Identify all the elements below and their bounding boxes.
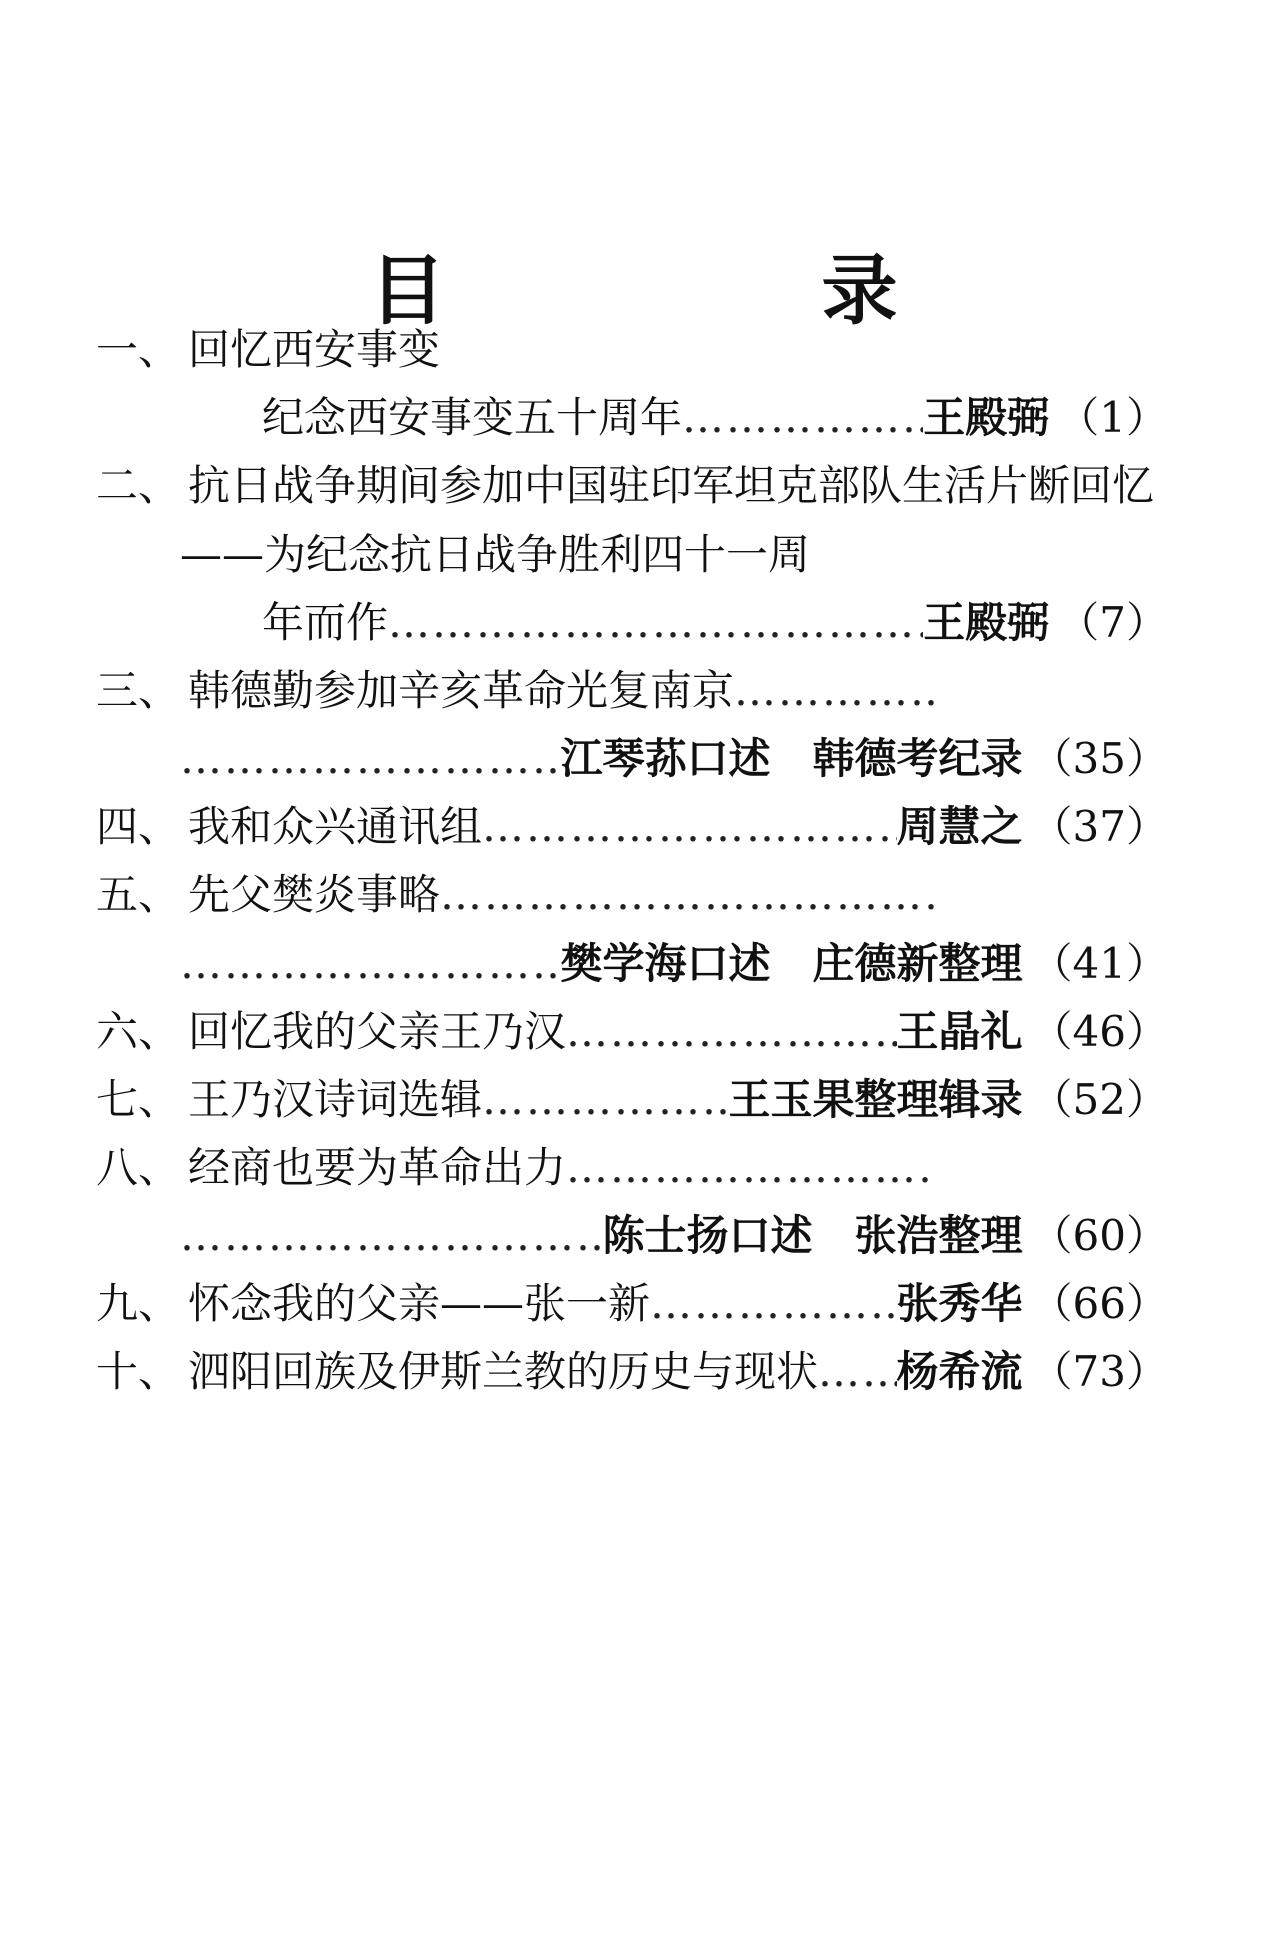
dot-leader — [440, 865, 936, 925]
entry-author: 江琴荪口述 韩德考纪录 — [560, 734, 1023, 783]
entry-title: 王乃汉诗词选辑 — [188, 1075, 483, 1124]
entry-author: 王玉果整理辑录 — [728, 1075, 1023, 1124]
dot-leader — [682, 388, 923, 448]
entry-number: 七、 — [96, 1075, 181, 1124]
entry-title: 先父樊炎事略 — [188, 870, 441, 919]
entry-subtitle: ——为纪念抗日战争胜利四十一周 — [180, 530, 811, 579]
entry-author: 周慧之 — [896, 802, 1023, 851]
entry-author: 王殿弼 — [923, 393, 1050, 442]
entry-title: 我和众兴通讯组 — [188, 802, 483, 851]
entry-page: （41） — [1030, 939, 1168, 988]
toc-entry — [96, 1070, 1168, 1130]
entry-page: （35） — [1030, 734, 1168, 783]
entry-number: 八、 — [96, 1143, 181, 1192]
entry-author: 张秀华 — [896, 1279, 1023, 1328]
dot-leader — [734, 661, 936, 721]
toc-subentry — [180, 729, 1168, 789]
entry-page: （7） — [1057, 598, 1168, 647]
entry-number: 一、 — [96, 325, 181, 374]
entry-page: （46） — [1030, 1007, 1168, 1056]
entry-title: 经商也要为革命出力 — [188, 1143, 567, 1192]
entry-title: 回忆西安事变 — [188, 325, 441, 374]
toc-subentry — [180, 1206, 1168, 1266]
entry-author: 樊学海口述 庄德新整理 — [560, 939, 1023, 988]
entry-number: 六、 — [96, 1007, 181, 1056]
dot-leader — [566, 1002, 897, 1062]
dot-leader — [482, 1070, 729, 1130]
entry-number: 三、 — [96, 666, 181, 715]
entry-author: 杨希流 — [896, 1347, 1023, 1396]
toc-entry — [96, 797, 1168, 857]
toc-subentry — [180, 934, 1168, 994]
dot-leader — [180, 1206, 603, 1266]
toc-entry — [96, 320, 1168, 380]
entry-page: （1） — [1057, 393, 1168, 442]
toc-subentry — [262, 593, 1168, 653]
toc-entry — [96, 1138, 936, 1198]
entry-subtitle: 纪念西安事变五十周年 — [262, 393, 683, 442]
dot-leader — [818, 1342, 897, 1402]
dot-leader — [566, 1138, 936, 1198]
entry-number: 九、 — [96, 1279, 181, 1328]
toc-entry — [96, 865, 936, 925]
entry-page: （37） — [1030, 802, 1168, 851]
entry-title: 韩德勤参加辛亥革命光复南京 — [188, 666, 735, 715]
toc-entry — [96, 1342, 1168, 1402]
toc-entry — [96, 456, 1168, 516]
entry-title: 回忆我的父亲王乃汉 — [188, 1007, 567, 1056]
entry-author: 王殿弼 — [923, 598, 1050, 647]
entry-number: 五、 — [96, 870, 181, 919]
entry-page: （73） — [1030, 1347, 1168, 1396]
toc-entry — [96, 661, 936, 721]
page-title: 目 录 — [369, 246, 1048, 335]
entry-number: 二、 — [96, 461, 181, 510]
dot-leader — [180, 934, 561, 994]
dot-leader — [388, 593, 923, 653]
entry-title: 怀念我的父亲——张一新 — [188, 1279, 651, 1328]
entry-number: 十、 — [96, 1347, 181, 1396]
entry-author: 王晶礼 — [896, 1007, 1023, 1056]
toc-subentry — [262, 388, 1168, 448]
dot-leader — [650, 1274, 897, 1334]
entry-page: （66） — [1030, 1279, 1168, 1328]
entry-page: （60） — [1030, 1211, 1168, 1260]
dot-leader — [180, 729, 561, 789]
entry-number: 四、 — [96, 802, 181, 851]
entry-page: （52） — [1030, 1075, 1168, 1124]
toc-subentry — [180, 525, 1168, 585]
entry-subtitle: 年而作 — [262, 598, 389, 647]
toc-entry — [96, 1274, 1168, 1334]
entry-title: 抗日战争期间参加中国驻印军坦克部队生活片断回忆 — [188, 461, 1155, 510]
entry-author: 陈士扬口述 张浩整理 — [602, 1211, 1023, 1260]
entry-title: 泗阳回族及伊斯兰教的历史与现状 — [188, 1347, 819, 1396]
toc-entry — [96, 1002, 1168, 1062]
dot-leader — [482, 797, 897, 857]
